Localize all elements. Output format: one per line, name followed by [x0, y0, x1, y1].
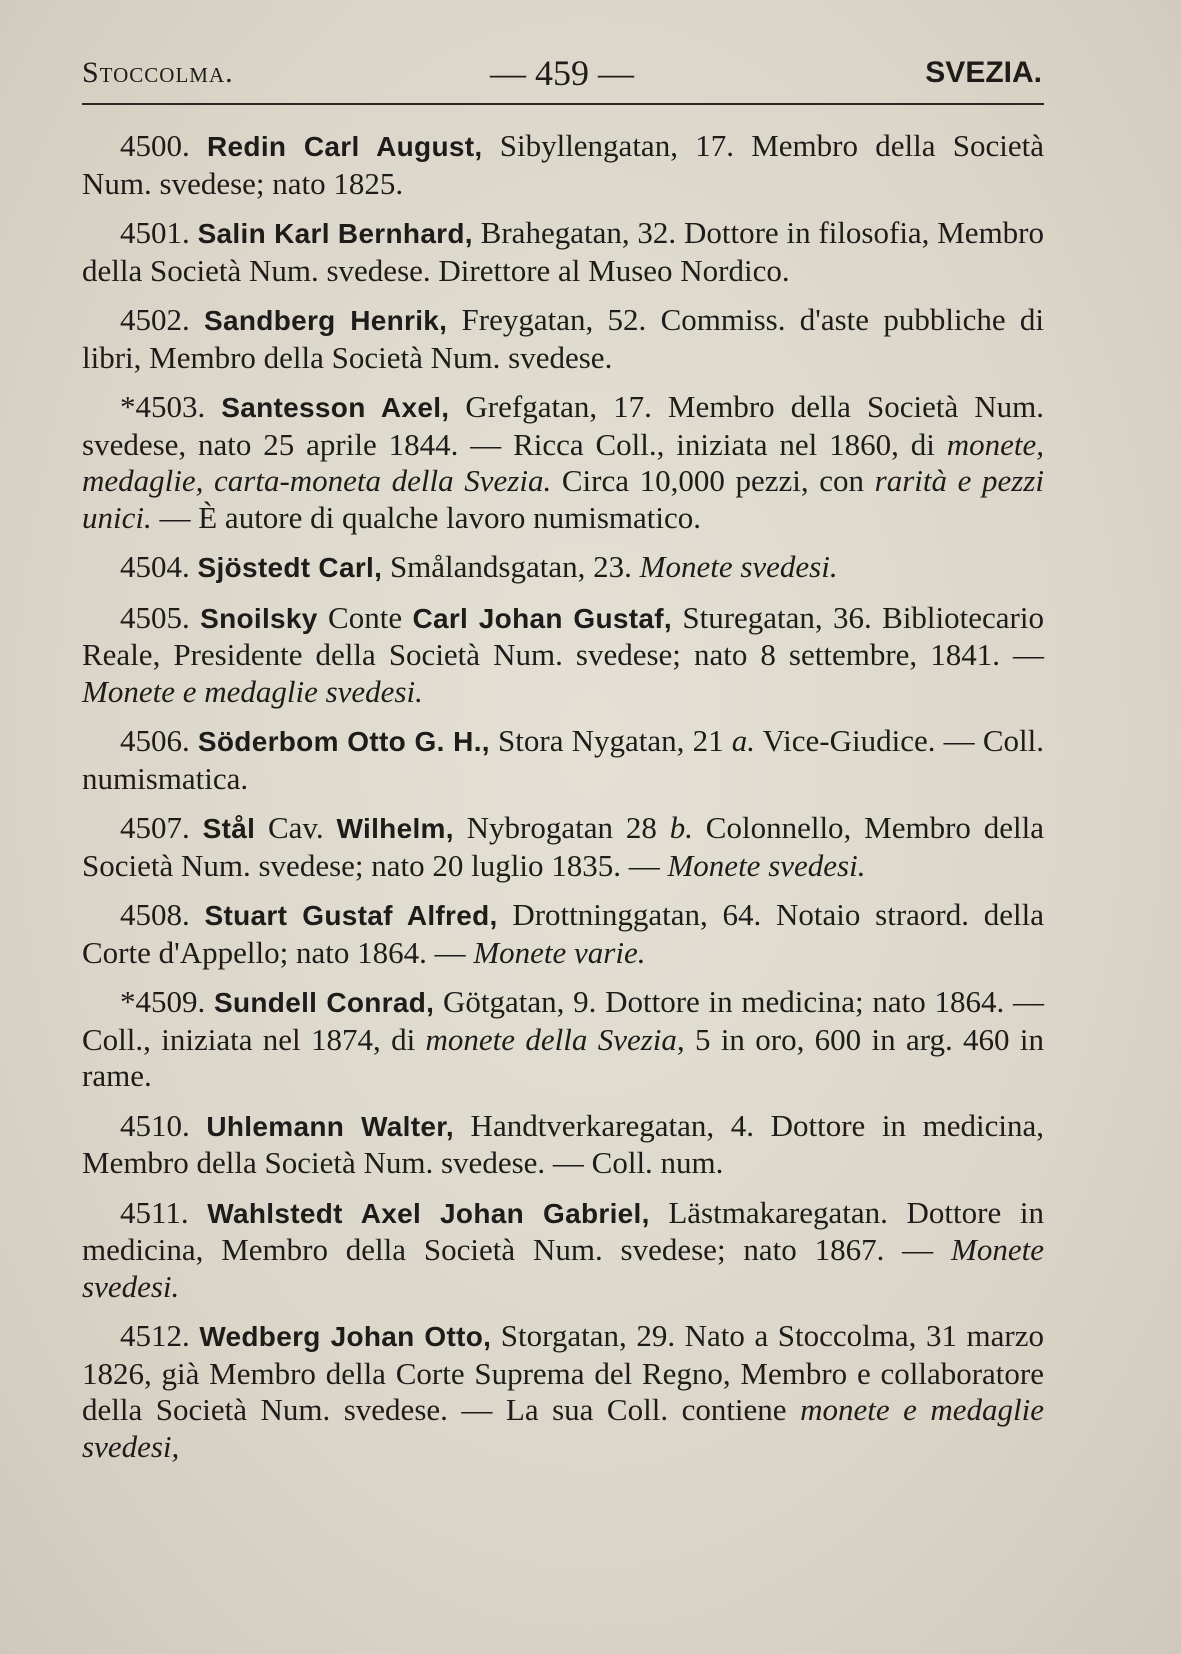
header-city: Stoccolma.: [82, 56, 234, 89]
entry-4508: [82, 897, 1044, 971]
entry-4509: [82, 984, 1044, 1095]
entry-italic: a.: [731, 723, 756, 758]
entry-4505: [82, 600, 1044, 711]
entry-number: 4510.: [120, 1107, 190, 1143]
entry-text: Smålandsgatan, 23.: [382, 549, 640, 584]
entry-text: Storgatan, 29. Nato a Stoccolma, 31 marzo 1826, già Membro della Corte Suprema del Regno, Membro e collaboratore della Società Num. svedese. — La sua Coll. contiene: [82, 1318, 1044, 1427]
entry-name: Stål: [202, 813, 256, 844]
header-rule: [82, 103, 1044, 105]
entry-italic: b.: [669, 810, 693, 845]
page-number: — 459 —: [490, 53, 634, 93]
entry-italic: monete, medaglie, carta-moneta della Svezia.: [82, 426, 1044, 498]
entry-italic: rarità e pezzi unici.: [82, 463, 1044, 535]
entry-italic: Monete svedesi.: [667, 847, 866, 883]
entry-name: Wahlstedt Axel Johan Gabriel,: [207, 1197, 650, 1229]
entry-italic: Monete svedesi.: [639, 549, 838, 584]
entry-text: Brahegatan, 32. Dottore in filosofia, Membro della Società Num. svedese. Direttore al Museo Nordico.: [82, 215, 1045, 288]
entry-list: [82, 128, 1044, 1478]
entry-italic: Monete varie.: [473, 934, 646, 970]
entry-text: 5 in oro, 600 in arg. 460 in rame.: [82, 1021, 1044, 1093]
header-country: SVEZIA.: [925, 56, 1042, 89]
entry-number: 4502.: [120, 302, 190, 337]
entry-4503: [82, 389, 1044, 536]
entry-4507: [82, 810, 1044, 884]
entry-number: 4505.: [120, 599, 190, 635]
entry-text: — È autore di qualche lavoro numismatico.: [151, 499, 701, 535]
entry-italic: monete della Svezia,: [425, 1021, 685, 1057]
entry-name: Salin Karl Bernhard,: [197, 218, 473, 249]
entry-text: Nybrogatan 28: [453, 810, 670, 845]
entry-number: 4504.: [120, 549, 190, 584]
entry-4511: [82, 1195, 1044, 1306]
entry-name: Wedberg Johan Otto,: [199, 1321, 492, 1352]
entry-number: 4508.: [120, 897, 190, 932]
entry-4501: [82, 215, 1044, 289]
entry-number: *4503.: [120, 389, 206, 424]
entry-text: Colonnello, Membro della Società Num. svedese; nato 20 luglio 1835. —: [82, 810, 1044, 883]
entry-4512: [82, 1318, 1044, 1465]
entry-text: Stora Nygatan, 21: [489, 723, 732, 758]
entry-text: Sturegatan, 36. Bibliotecario Reale, Presidente della Società Num. svedese; nato 8 settembre, 1841. —: [82, 599, 1044, 672]
entry-name: Uhlemann Walter,: [206, 1110, 454, 1142]
entry-4502: [82, 302, 1044, 376]
entry-text: Conte: [317, 599, 413, 635]
entry-number: 4501.: [120, 215, 190, 250]
entry-4500: [82, 128, 1044, 202]
entry-italic: monete e medaglie svedesi,: [82, 1392, 1044, 1464]
entry-italic: Monete e medaglie svedesi.: [82, 673, 423, 709]
entry-text: Grefgatan, 17. Membro della Società Num. svedese, nato 25 aprile 1844. — Ricca Coll., iniziata nel 1860, di: [82, 389, 1045, 462]
entry-name: Sundell Conrad,: [214, 987, 435, 1018]
entry-text: Freygatan, 52. Commiss. d'aste pubbliche di libri, Membro della Società Num. svedese.: [82, 302, 1044, 375]
entry-italic: Monete svedesi.: [82, 1232, 1044, 1304]
entry-number: 4500.: [120, 128, 190, 163]
entry-4506: [82, 723, 1044, 797]
entry-text: Lästmakaregatan. Dottore in medicina, Membro della Società Num. svedese; nato 1867. —: [82, 1194, 1044, 1267]
entry-text: Sibyllengatan, 17. Membro della Società Num. svedese; nato 1825.: [82, 128, 1045, 201]
entry-text: Götgatan, 9. Dottore in medicina; nato 1864. — Coll., iniziata nel 1874, di: [82, 984, 1045, 1057]
entry-name: Snoilsky: [200, 602, 318, 634]
entry-4510: [82, 1108, 1044, 1182]
entry-number: 4511.: [120, 1194, 189, 1230]
entry-name: Stuart Gustaf Alfred,: [204, 900, 498, 931]
entry-name: Sjöstedt Carl,: [197, 552, 383, 583]
entry-name: Söderbom Otto G. H.,: [197, 726, 490, 757]
entry-text: Handtverkaregatan, 4. Dottore in medicina, Membro della Società Num. svedese. — Coll. num.: [82, 1107, 1044, 1180]
entry-name: Santesson Axel,: [221, 392, 450, 423]
entry-name: Redin Carl August,: [207, 131, 483, 162]
entry-name: Sandberg Henrik,: [204, 305, 448, 336]
entry-text: Circa 10,000 pezzi, con: [551, 463, 875, 498]
entry-4504: [82, 549, 1044, 587]
entry-number: 4507.: [120, 810, 190, 845]
entry-text: Drottninggatan, 64. Notaio straord. della Corte d'Appello; nato 1864. —: [82, 897, 1044, 970]
entry-name: Wilhelm,: [336, 813, 454, 844]
entry-number: 4512.: [120, 1318, 190, 1353]
running-header: [82, 50, 1042, 93]
entry-name: Carl Johan Gustaf,: [412, 602, 672, 634]
entry-text: Cav.: [255, 810, 337, 845]
entry-number: *4509.: [120, 984, 206, 1019]
entry-text: Vice-Giudice. — Coll. numismatica.: [82, 723, 1044, 796]
entry-number: 4506.: [120, 723, 190, 758]
